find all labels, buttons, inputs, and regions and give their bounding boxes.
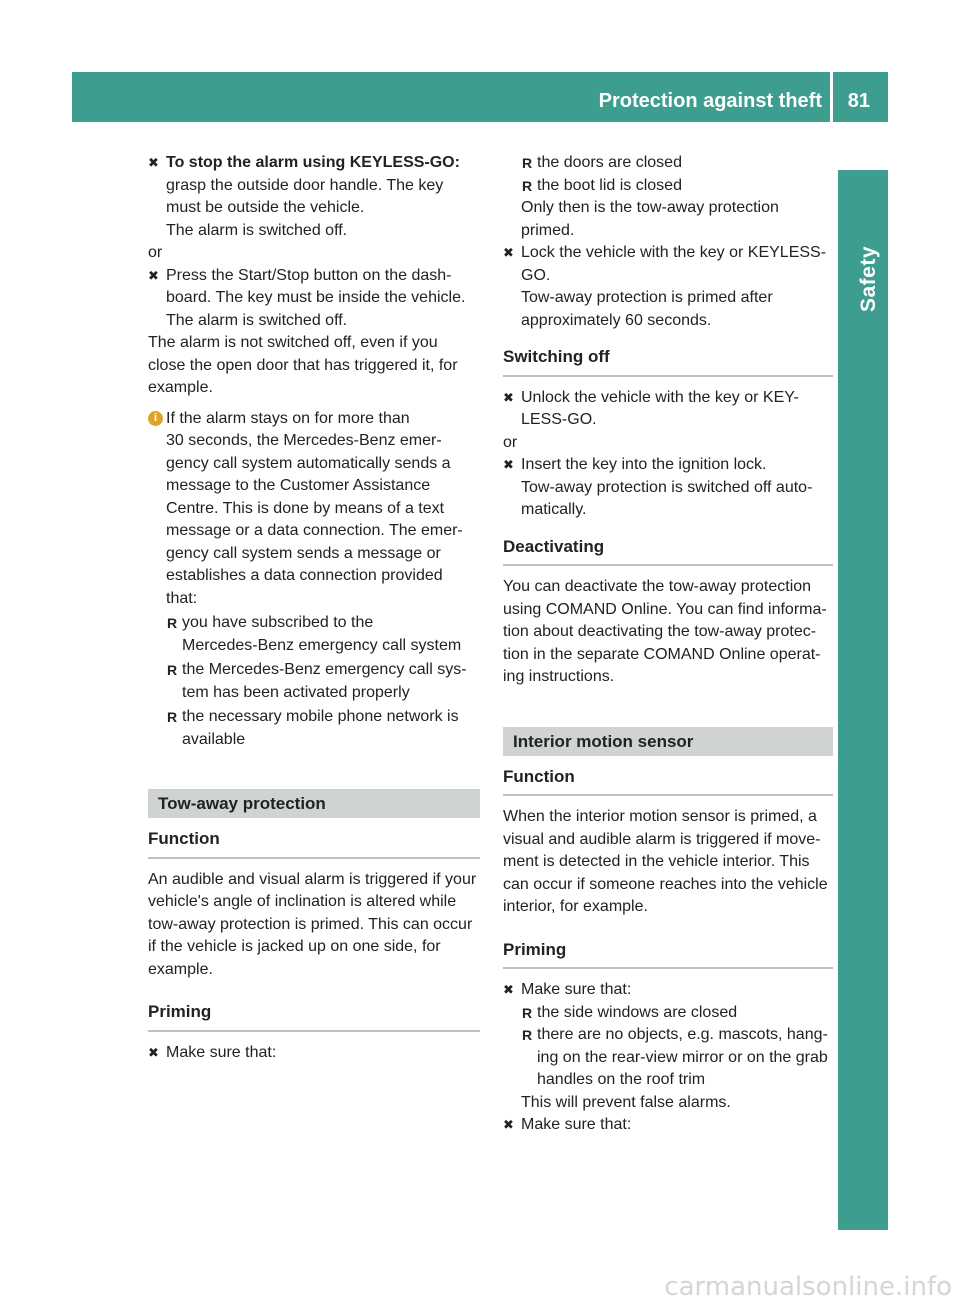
or-text: or: [503, 433, 518, 451]
watermark: carmanualsonline.info: [664, 1271, 952, 1302]
text-line: ing instructions.: [503, 668, 615, 685]
text-line: if the vehicle is jacked up on one side, for: [148, 938, 441, 955]
step-unlock: [503, 387, 833, 432]
text-line: interior, for example.: [503, 898, 648, 915]
list-item: [521, 152, 833, 175]
text-line: you have subscribed to the: [182, 614, 374, 631]
step-arrow-icon: ✖: [503, 245, 514, 260]
text-line: handles on the roof trim: [537, 1071, 706, 1088]
text-line: ment is detected in the vehicle interior. This: [503, 853, 810, 870]
text-line: close the open door that has triggered it, for: [148, 356, 458, 374]
step-arrow-icon: ✖: [148, 267, 159, 283]
text-line: primed.: [521, 221, 575, 239]
text-line: Make sure that:: [521, 1116, 632, 1133]
text-line: The alarm is switched off.: [166, 311, 348, 329]
bullet-icon: R: [522, 155, 533, 171]
text-line: Centre. This is done by means of a text: [166, 499, 445, 517]
step-arrow-icon: ✖: [503, 389, 514, 405]
left-column: [148, 152, 480, 1064]
step-make-sure: [503, 979, 833, 1114]
text-line: message to the Customer Assistance: [166, 477, 431, 494]
list-item: [521, 1002, 833, 1025]
step-arrow-icon: ✖: [148, 1044, 159, 1060]
subheading-priming: Priming: [148, 1001, 480, 1032]
text-line: The alarm is switched off.: [166, 221, 348, 239]
right-column: [503, 152, 833, 1137]
list-item: [166, 612, 480, 657]
info-icon: i: [148, 411, 163, 426]
subheading-function: Function: [503, 766, 833, 797]
text-line: Insert the key into the ignition lock.: [521, 456, 767, 473]
step-arrow-icon: ✖: [503, 1117, 514, 1132]
text-line: Only then is the tow-away protection: [521, 199, 779, 216]
text-line: vehicle's angle of inclination is altered while: [148, 893, 457, 910]
page-title: Protection against theft: [598, 90, 822, 112]
text-line: gency call system automatically sends a: [166, 454, 451, 472]
text-line: tion about deactivating the tow-away protec-: [503, 623, 817, 640]
step-lock-vehicle: [503, 242, 833, 332]
text-line: GO.: [521, 266, 551, 284]
list-item: [521, 175, 833, 198]
text-line: board. The key must be inside the vehicle.: [166, 289, 466, 306]
step-press-start-stop: [148, 265, 480, 333]
subheading-switching-off: Switching off: [503, 346, 833, 377]
step-make-sure: [148, 1042, 480, 1065]
text-line: Lock the vehicle with the key or KEYLESS-: [521, 244, 827, 261]
step-stop-alarm-keyless: [148, 152, 480, 242]
text-line: ing on the rear-view mirror or on the grab: [537, 1048, 828, 1066]
text-line: available: [182, 730, 246, 748]
text-line: the Mercedes-Benz emergency call sys-: [182, 661, 467, 678]
text-line: Tow-away protection is primed after: [521, 289, 773, 306]
list-item: [521, 1024, 833, 1092]
text-line: example.: [148, 960, 213, 978]
text-line: must be outside the vehicle.: [166, 199, 365, 216]
text-line: You can deactivate the tow-away protection: [503, 578, 812, 595]
text-line: Make sure that:: [521, 981, 632, 998]
text-line: Unlock the vehicle with the key or KEY-: [521, 388, 799, 406]
text-line: This will prevent false alarms.: [521, 1093, 731, 1111]
text-line: example.: [148, 379, 213, 396]
list-item: [166, 706, 480, 751]
text-line: Press the Start/Stop button on the dash-: [166, 266, 452, 284]
text-line: visual and audible alarm is triggered if move-: [503, 830, 821, 848]
step-arrow-icon: ✖: [148, 155, 159, 170]
section-tab-label: Safety: [857, 246, 880, 313]
page-header-bar: [72, 72, 888, 122]
text-line: the necessary mobile phone network is: [182, 708, 459, 725]
text-line: approximately 60 seconds.: [521, 311, 712, 329]
section-side-tab: [838, 170, 888, 1230]
text-line: the boot lid is closed: [537, 176, 682, 194]
text-line: If the alarm stays on for more than: [166, 409, 410, 427]
text-line: The alarm is not switched off, even if you: [148, 334, 438, 351]
list-item: [166, 659, 480, 704]
section-band-tow-away: [148, 789, 480, 818]
text-line: can occur if someone reaches into the vehicle: [503, 875, 828, 893]
subheading-priming: Priming: [503, 939, 833, 970]
info-note: [148, 408, 480, 752]
or-text: or: [148, 244, 163, 261]
text-line: message or a data connection. The emer-: [166, 522, 463, 539]
bullet-icon: R: [167, 662, 178, 678]
text-line: establishes a data connection provided: [166, 567, 443, 584]
text-line: 30 seconds, the Mercedes-Benz emer-: [166, 432, 442, 449]
text-line: gency call system sends a message or: [166, 544, 441, 562]
page-number: 81: [847, 90, 870, 112]
subheading-deactivating: Deactivating: [503, 536, 833, 567]
step-arrow-icon: ✖: [503, 457, 514, 472]
paragraph: [503, 576, 833, 689]
text-line: Mercedes-Benz emergency call system: [182, 636, 462, 654]
text-line: there are no objects, e.g. mascots, hang-: [537, 1026, 828, 1043]
bullet-icon: R: [167, 709, 178, 725]
text-line: matically.: [521, 501, 587, 518]
paragraph: [148, 332, 480, 400]
text-line: Make sure that:: [166, 1043, 277, 1061]
paragraph: [503, 806, 833, 919]
step-title: To stop the alarm using KEYLESS-GO:: [166, 154, 460, 171]
subheading-function: Function: [148, 828, 480, 859]
text-line: An audible and visual alarm is triggered if your: [148, 870, 477, 888]
text-line: tion in the separate COMAND Online operat-: [503, 645, 821, 663]
bullet-icon: R: [522, 177, 533, 194]
text-line: LESS-GO.: [521, 411, 597, 428]
text-line: tem has been activated properly: [182, 683, 410, 701]
text-line: the doors are closed: [537, 154, 682, 171]
paragraph: [148, 869, 480, 982]
section-band-title: Tow-away protection: [158, 794, 326, 813]
text-line: that:: [166, 589, 198, 607]
text-line: tow-away protection is primed. This can occur: [148, 915, 473, 933]
step-arrow-icon: ✖: [503, 982, 514, 997]
bullet-icon: R: [522, 1004, 533, 1021]
step-insert-key: [503, 454, 833, 522]
text-line: Tow-away protection is switched off auto-: [521, 478, 813, 496]
text-line: using COMAND Online. You can find informa-: [503, 600, 827, 618]
text-line: When the interior motion sensor is primed, a: [503, 808, 817, 825]
step-make-sure-2: [503, 1114, 833, 1137]
section-band-title: Interior motion sensor: [513, 731, 694, 751]
bullet-list: [503, 152, 833, 242]
header-divider: [830, 72, 833, 122]
text-line: grasp the outside door handle. The key: [166, 176, 444, 194]
bullet-icon: R: [167, 615, 178, 631]
section-band-interior-motion: [503, 727, 833, 756]
bullet-icon: R: [522, 1027, 533, 1043]
text-line: the side windows are closed: [537, 1003, 738, 1021]
